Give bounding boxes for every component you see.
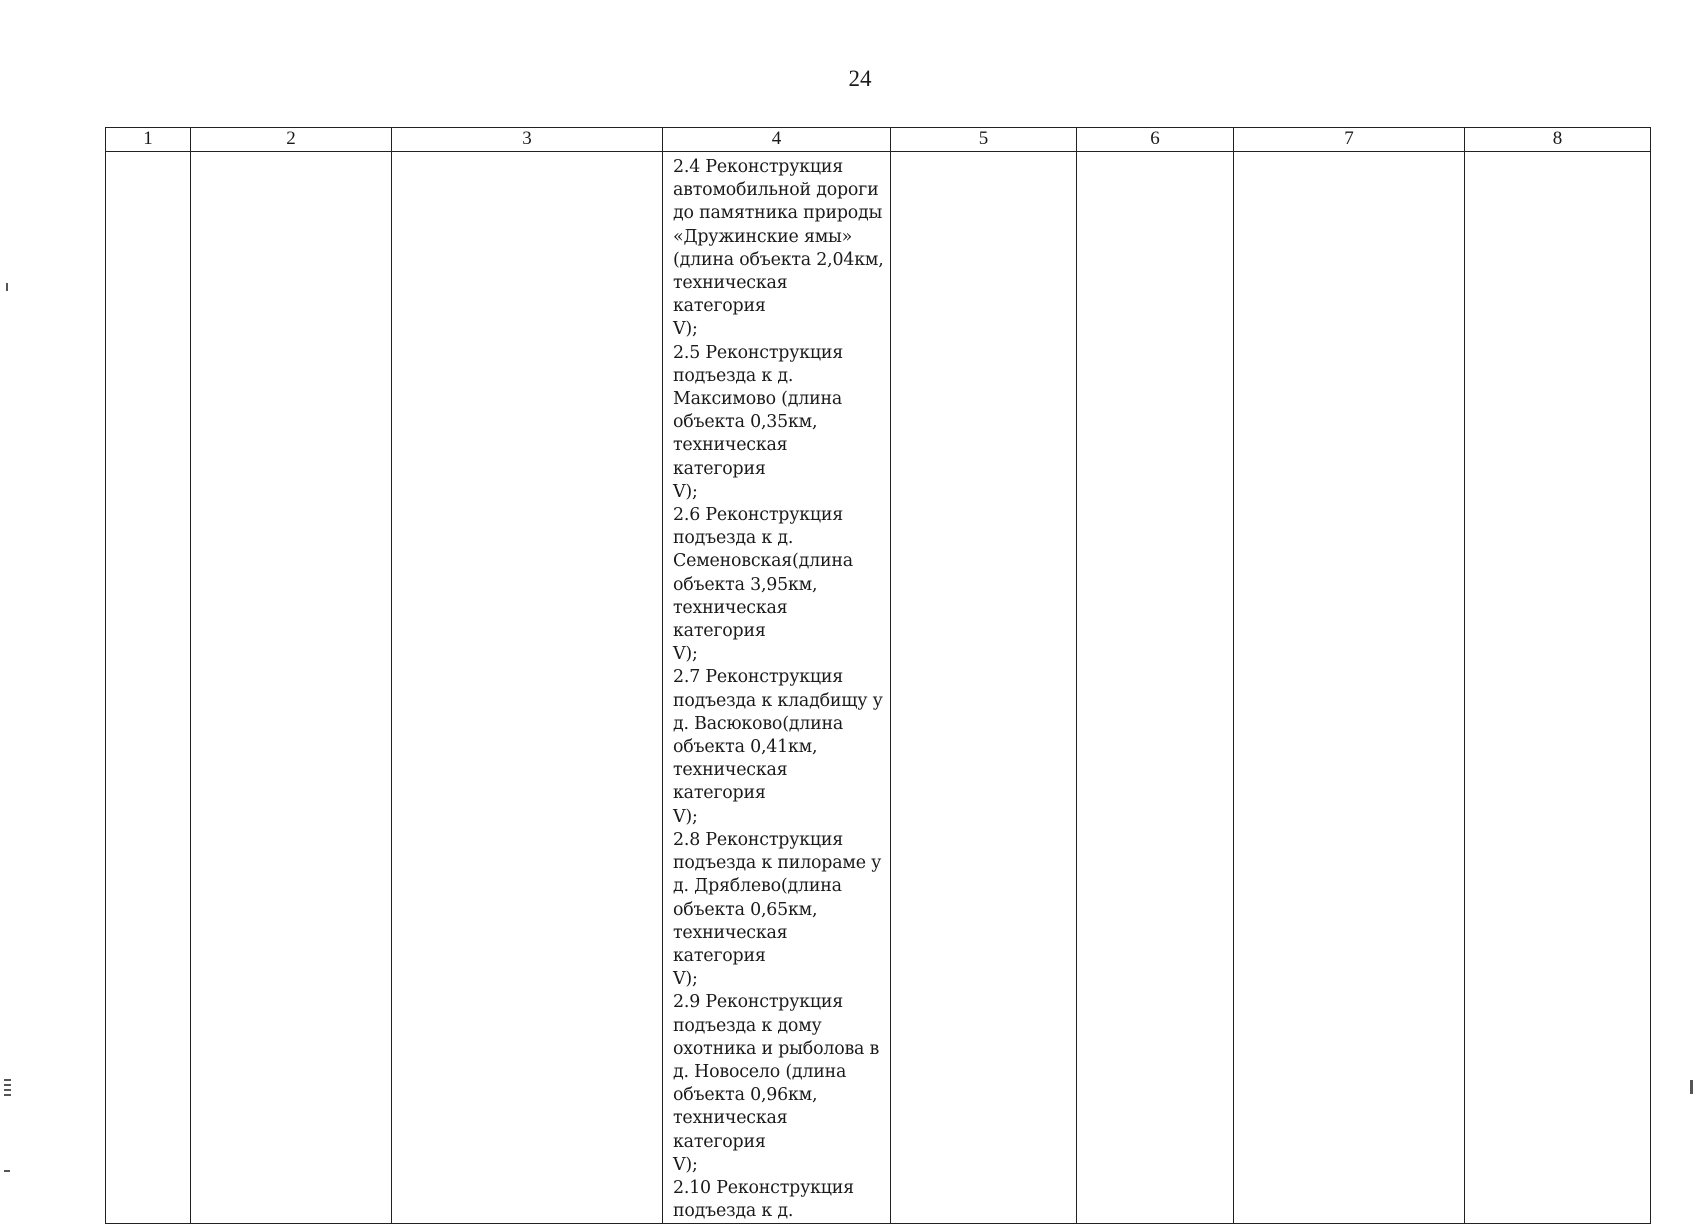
table-cell-col8 — [1465, 152, 1651, 1224]
column-header-6: 6 — [1077, 128, 1234, 152]
column-header-3: 3 — [392, 128, 663, 152]
scan-artifact-mark — [6, 283, 8, 291]
table-cell-col7 — [1234, 152, 1465, 1224]
reconstruction-list-text: 2.4 Реконструкция автомобильной дороги до памятника природы «Дружинские ямы» (длина объекта 2,04км, техническая категория V); 2.5 Реконструкция подъезда к д. Максимово (длина объекта 0,35км, техническая категория V); 2.6 Реконструкция подъезда к д. Семеновская(длина объекта 3,95км, техническая категория V); 2.7 Реконструкция подъезда к кладбищу у д. Васюково(длина объекта 0,41км, техническая категория V); 2.8 Реконструкция подъезда к пилораме у д. Дряблево(длина объекта 0,65км, техническая категория V); 2.9 Реконструкция подъезда к дому охотника и рыболова в д. Новосело (длина объекта 0,96км, техническая категория V); 2.10 Реконструкция подъезда к д. — [673, 157, 884, 1222]
scan-artifact-mark — [4, 1089, 11, 1091]
column-header-7: 7 — [1234, 128, 1465, 152]
document-table — [105, 127, 1651, 1224]
table-header-row — [106, 128, 1651, 152]
table-cell-col5 — [891, 152, 1077, 1224]
page-number: 24 — [848, 66, 872, 91]
table-cell-col2 — [191, 152, 392, 1224]
column-header-5: 5 — [891, 128, 1077, 152]
table-cell-col1 — [106, 152, 191, 1224]
column-header-4: 4 — [663, 128, 891, 152]
scan-artifact-mark — [4, 1084, 11, 1086]
column-header-2: 2 — [191, 128, 392, 152]
scan-artifact-mark — [4, 1170, 10, 1172]
column-header-8: 8 — [1465, 128, 1651, 152]
scan-artifact-mark — [4, 1079, 11, 1081]
table-cell-col3 — [392, 152, 663, 1224]
table-row — [106, 152, 1651, 1224]
table-cell-col6 — [1077, 152, 1234, 1224]
scan-artifact-mark — [4, 1094, 11, 1096]
table-cell-col4 — [663, 152, 891, 1224]
scan-artifact-mark — [1690, 1080, 1693, 1094]
column-header-1: 1 — [106, 128, 191, 152]
